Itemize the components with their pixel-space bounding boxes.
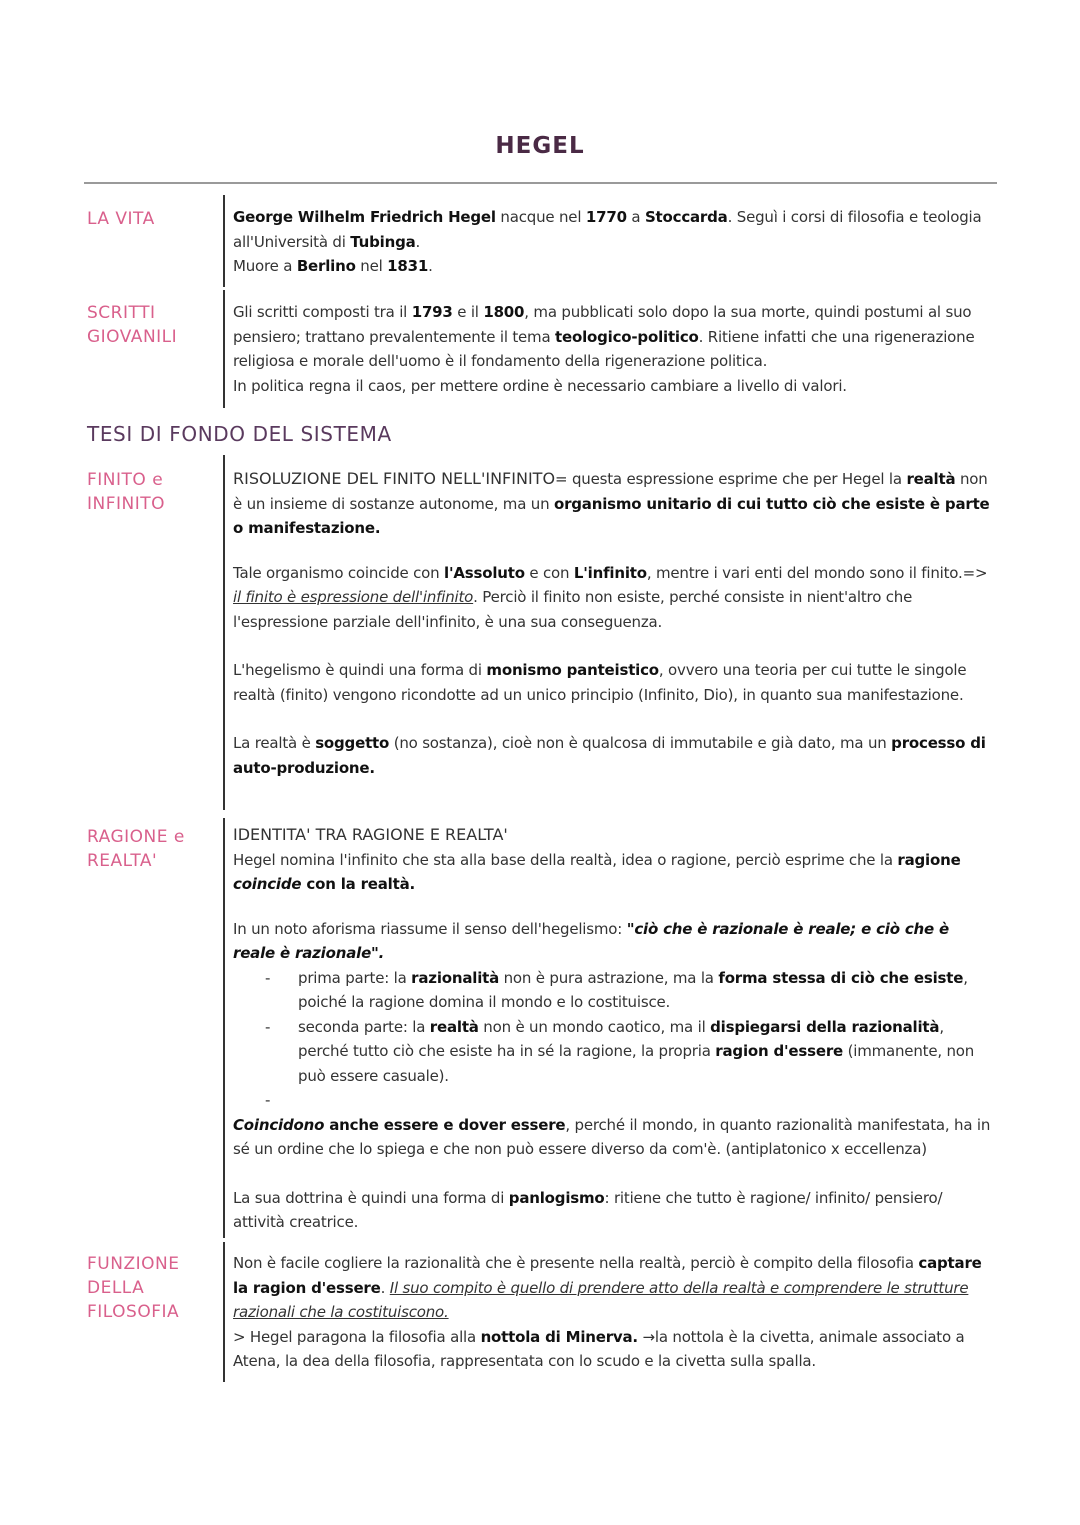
list-item: - prima parte: la razionalità non è pura astrazione, ma la forma stessa di ciò che esiste, poiché la ragione domina il mondo e lo costituisce. (265, 968, 968, 1011)
paragraph: IDENTITA' TRA RAGIONE E REALTA' (233, 825, 508, 844)
label-funzione: FUNZIONE DELLA FILOSOFIA (87, 1254, 180, 1322)
vita-text (233, 205, 993, 279)
paragraph: Coincidono anche essere e dover essere, perché il mondo, in quanto razionalità manifestata, ha in sé un ordine che lo spiega e che non può essere diverso da com'è. (antiplatonico x eccellenza) (233, 1115, 991, 1158)
paragraph: Gli scritti composti tra il 1793 e il 1800, ma pubblicati solo dopo la sua morte, quindi postumi al suo pensiero; trattano prevalentemente il tema teologico-politico. Ritiene infatti che una rigenerazione religiosa e morale dell'uomo è il fondamento della rigenerazione politica. (233, 303, 975, 370)
vertical-divider (223, 290, 225, 408)
scritti-text (233, 300, 993, 398)
label-vita: LA VITA (87, 209, 155, 229)
finito-text (233, 467, 993, 780)
paragraph: L'hegelismo è quindi una forma di monismo panteistico, ovvero una teoria per cui tutte le singole realtà (finito) vengono ricondotte ad un unico principio (Infinito, Dio), in quanto sua manifestazione. (233, 661, 967, 704)
paragraph: La sua dottrina è quindi una forma di panlogismo: ritiene che tutto è ragione/ infinito/ pensiero/ attività creatrice. (233, 1188, 943, 1231)
funzione-text (233, 1251, 993, 1374)
paragraph: La realtà è soggetto (no sostanza), cioè non è qualcosa di immutabile e già dato, ma un processo di auto-produzione. (233, 734, 986, 777)
ragione-text (233, 823, 993, 1235)
paragraph: > Hegel paragona la filosofia alla nottola di Minerva. →la nottola è la civetta, animale associato a Atena, la dea della filosofia, rappresentata con lo scudo e la civetta sulla spalla. (233, 1327, 965, 1370)
paragraph: Non è facile cogliere la razionalità che è presente nella realtà, perciò è compito della filosofia captare la ragion d'essere. Il suo compito è quello di prendere atto della realtà e comprendere le strutture razionali che la costituiscono. (233, 1254, 982, 1321)
label-scritti: SCRITTI GIOVANILI (87, 303, 178, 347)
paragraph: George Wilhelm Friedrich Hegel nacque nel 1770 a Stoccarda. Seguì i corsi di filosofia e teologia all'Università di Tubinga. (233, 208, 982, 251)
title-divider (84, 182, 997, 184)
vertical-divider (223, 195, 225, 287)
list-item: - (265, 1091, 271, 1109)
vertical-divider (223, 818, 225, 1238)
vertical-divider (223, 1242, 225, 1382)
section-heading: TESI DI FONDO DEL SISTEMA (87, 422, 392, 446)
label-ragione: RAGIONE e REALTA' (87, 827, 185, 871)
paragraph: RISOLUZIONE DEL FINITO NELL'INFINITO= questa espressione esprime che per Hegel la realtà non è un insieme di sostanze autonome, ma un organismo unitario di cui tutto ciò che esiste è parte o manifestazione. (233, 469, 990, 537)
list-item: - seconda parte: la realtà non è un mondo caotico, ma il dispiegarsi della razionalità, perché tutto ciò che esiste ha in sé la ragione, la propria ragion d'essere (immanente, non può essere casuale). (265, 1017, 975, 1085)
paragraph: Muore a Berlino nel 1831. (233, 257, 433, 275)
page-title: HEGEL (495, 133, 585, 159)
paragraph: In un noto aforisma riassume il senso dell'hegelismo: "ciò che è razionale è reale; e ciò che è reale è razionale". (233, 919, 949, 962)
paragraph: Hegel nomina l'infinito che sta alla base della realtà, idea o ragione, perciò esprime che la ragione coincide con la realtà. (233, 850, 961, 893)
paragraph: Tale organismo coincide con l'Assoluto e con L'infinito, mentre i vari enti del mondo sono il finito.=> il finito è espressione dell'infinito. Perciò il finito non esiste, perché consiste in nient'altro che l'espressione parziale dell'infinito, è una sua conseguenza. (233, 563, 988, 631)
label-finito: FINITO e INFINITO (87, 470, 166, 514)
paragraph: In politica regna il caos, per mettere ordine è necessario cambiare a livello di valori. (233, 376, 847, 395)
vertical-divider (223, 455, 225, 810)
